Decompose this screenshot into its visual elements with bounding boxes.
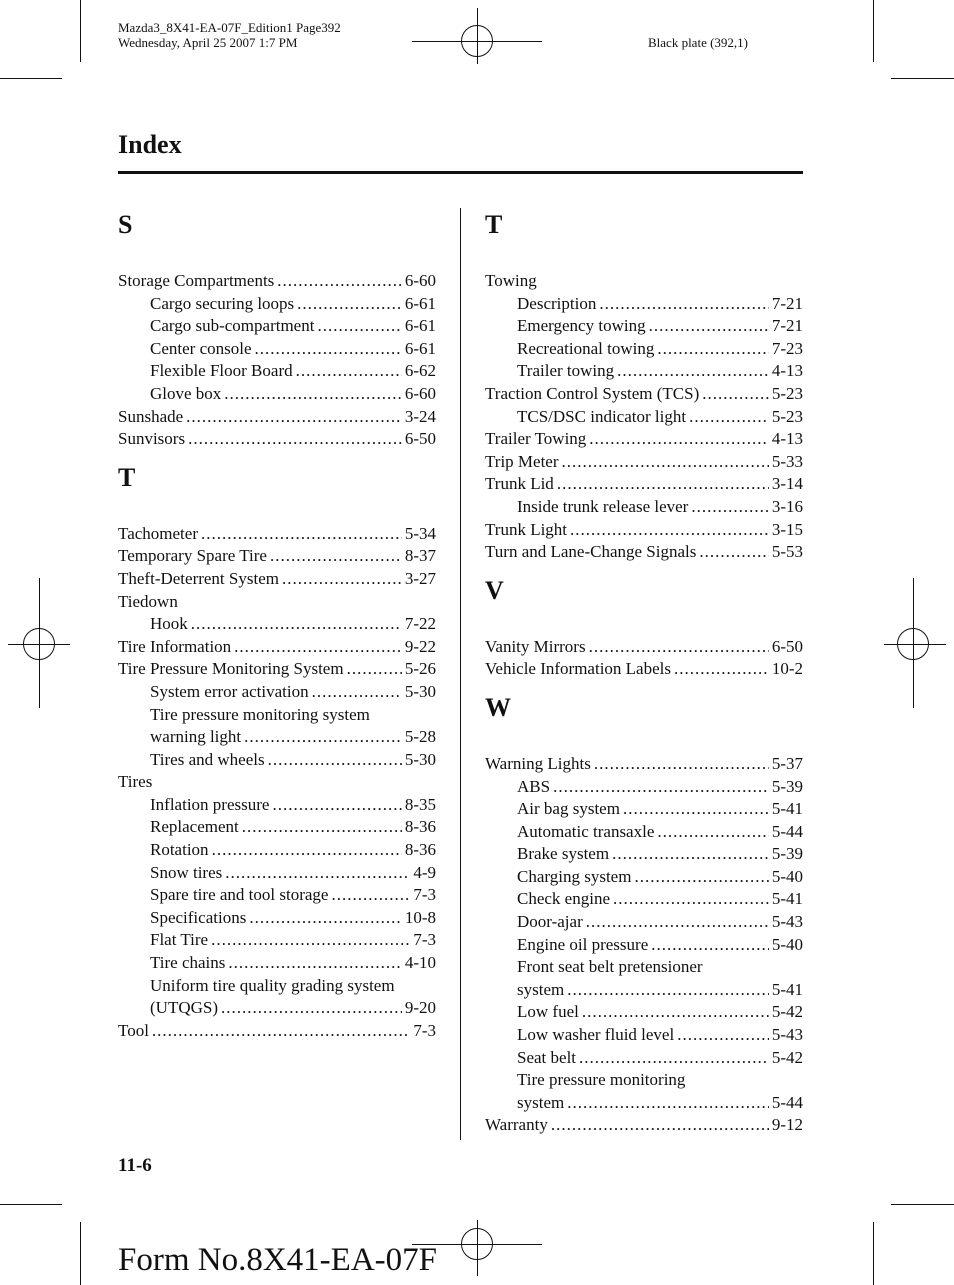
entry-page: 9-12: [771, 1115, 803, 1135]
entry-page: 9-20: [404, 998, 436, 1018]
dot-leader: [212, 839, 402, 862]
crop-mark: [873, 1222, 874, 1285]
entry-term: Rotation: [150, 840, 209, 860]
index-entry: [485, 843, 803, 866]
index-entry: [485, 541, 803, 564]
entry-page: 5-43: [771, 912, 803, 932]
entry-page: 5-40: [771, 866, 803, 886]
section-letter: T: [118, 462, 136, 492]
section-letter: S: [118, 210, 133, 239]
index-entry: [118, 613, 436, 636]
entry-term: Tool: [118, 1020, 149, 1040]
entry-term: Warranty: [485, 1115, 548, 1135]
index-entry: [118, 816, 436, 839]
index-entry: [485, 293, 803, 316]
index-entry: [118, 315, 436, 338]
entry-term: Trunk Light: [485, 519, 568, 539]
entry-term: Low fuel: [517, 1002, 579, 1022]
dot-leader: [312, 681, 402, 704]
dot-leader: [270, 545, 402, 568]
header-filename: Mazda3_8X41-EA-07F_Edition1 Page392: [118, 20, 341, 35]
index-entry: [118, 749, 436, 772]
index-section: [485, 208, 803, 564]
entry-page: 6-61: [404, 316, 436, 336]
entry-page: 5-44: [771, 1092, 803, 1112]
index-entry: [118, 997, 436, 1020]
entry-page: 4-13: [771, 361, 803, 381]
dot-leader: [691, 496, 768, 519]
entry-page: 3-27: [404, 568, 436, 588]
entry-term: System error activation: [150, 681, 309, 701]
dot-leader: [634, 866, 768, 889]
entry-page: 7-23: [771, 338, 803, 358]
index-entry: [118, 952, 436, 975]
dot-leader: [579, 1047, 769, 1070]
dot-leader: [272, 794, 401, 817]
dot-leader: [249, 907, 402, 930]
entry-page: 5-30: [404, 681, 436, 701]
dot-leader: [677, 1024, 769, 1047]
index-entry: [118, 428, 436, 451]
crop-mark: [884, 644, 946, 645]
entry-term: Flexible Floor Board: [150, 361, 293, 381]
entry-term: Door-ajar: [517, 912, 583, 932]
dot-leader: [201, 523, 402, 546]
entry-page: 9-22: [404, 636, 436, 656]
index-entry: [485, 1069, 803, 1092]
entry-page: 5-40: [771, 934, 803, 954]
entry-page: 5-39: [771, 844, 803, 864]
section-letter: W: [485, 692, 511, 722]
index-entry: [485, 911, 803, 934]
crop-mark: [39, 578, 40, 708]
entry-term: Traction Control System (TCS): [485, 383, 700, 403]
index-entry: [485, 636, 803, 659]
index-entry: [118, 383, 436, 406]
entry-term: Towing: [485, 271, 537, 290]
dot-leader: [551, 1114, 769, 1137]
entry-term: Sunvisors: [118, 429, 186, 449]
entry-term: Spare tire and tool storage: [150, 885, 329, 905]
crop-mark: [0, 78, 62, 79]
entry-term: warning light: [150, 727, 242, 747]
entry-term: Tachometer: [118, 523, 198, 543]
entry-page: 7-3: [413, 1020, 436, 1040]
entry-page: 5-33: [771, 451, 803, 471]
dot-leader: [589, 428, 769, 451]
dot-leader: [152, 1020, 410, 1043]
index-section: [118, 461, 436, 1043]
dot-leader: [612, 843, 769, 866]
entry-page: 8-37: [404, 546, 436, 566]
entry-term: Description: [517, 293, 597, 313]
entry-term: system: [517, 1092, 565, 1112]
dot-leader: [191, 613, 402, 636]
entry-page: 6-50: [404, 429, 436, 449]
dot-leader: [623, 798, 769, 821]
crop-mark: [891, 1204, 954, 1205]
index-entry: [118, 270, 436, 293]
entry-page: 8-35: [404, 794, 436, 814]
entry-term: Cargo securing loops: [150, 293, 295, 313]
dot-leader: [268, 749, 402, 772]
index-entry: [118, 704, 436, 727]
entry-page: 5-44: [771, 821, 803, 841]
dot-leader: [277, 270, 402, 293]
index-entry: [485, 519, 803, 542]
entry-page: 4-10: [404, 953, 436, 973]
index-entry: [485, 315, 803, 338]
dot-leader: [570, 519, 769, 542]
entry-term: Cargo sub-compartment: [150, 316, 315, 336]
entry-term: Warning Lights: [485, 753, 591, 773]
entry-term: Theft-Deterrent System: [118, 568, 279, 588]
entry-term: system: [517, 979, 565, 999]
crop-mark: [477, 1220, 478, 1276]
index-entry: [118, 360, 436, 383]
index-entry: [485, 451, 803, 474]
entry-term: Check engine: [517, 889, 610, 909]
entry-page: 6-61: [404, 338, 436, 358]
entry-term: Tire pressure monitoring system: [150, 704, 370, 724]
dot-leader: [282, 568, 402, 591]
entry-term: Trailer Towing: [485, 429, 587, 449]
dot-leader: [242, 816, 402, 839]
entry-term: Vehicle Information Labels: [485, 659, 671, 679]
entry-term: Temporary Spare Tire: [118, 546, 267, 566]
entry-page: 6-50: [771, 636, 803, 656]
entry-page: 3-16: [771, 496, 803, 516]
index-entry: [118, 862, 436, 885]
entry-page: 5-37: [771, 753, 803, 773]
entry-term: Trunk Lid: [485, 474, 554, 494]
entry-page: 8-36: [404, 840, 436, 860]
header-timestamp: Wednesday, April 25 2007 1:7 PM: [118, 35, 298, 50]
entry-term: Emergency towing: [517, 316, 646, 336]
crop-mark: [891, 78, 954, 79]
crop-mark: [80, 0, 81, 62]
crop-mark: [80, 1222, 81, 1285]
entry-term: Sunshade: [118, 406, 184, 426]
dot-leader: [331, 884, 410, 907]
index-section: [118, 208, 436, 451]
dot-leader: [699, 541, 768, 564]
dot-leader: [211, 929, 410, 952]
index-entry: [118, 545, 436, 568]
dot-leader: [225, 862, 410, 885]
index-entry: [485, 1114, 803, 1137]
entry-term: Automatic transaxle: [517, 821, 655, 841]
dot-leader: [589, 636, 769, 659]
entry-term: Glove box: [150, 383, 222, 403]
print-header: [118, 20, 341, 50]
index-entry: [118, 681, 436, 704]
index-entry: [118, 1020, 436, 1043]
index-entry: [118, 636, 436, 659]
dot-leader: [553, 776, 769, 799]
entry-term: Hook: [150, 614, 188, 634]
entry-term: Tire Pressure Monitoring System: [118, 659, 344, 679]
dot-leader: [188, 428, 402, 451]
entry-term: Charging system: [517, 866, 632, 886]
dot-leader: [594, 753, 769, 776]
entry-term: Low washer fluid level: [517, 1025, 675, 1045]
entry-page: 5-42: [771, 1047, 803, 1067]
dot-leader: [317, 315, 401, 338]
index-entry: [485, 496, 803, 519]
dot-leader: [221, 997, 402, 1020]
entry-term: ABS: [517, 776, 551, 796]
dot-leader: [617, 360, 769, 383]
dot-leader: [674, 658, 769, 681]
entry-term: Specifications: [150, 907, 247, 927]
entry-page: 7-3: [413, 930, 436, 950]
dot-leader: [567, 979, 769, 1002]
entry-page: 5-43: [771, 1025, 803, 1045]
index-entry: [118, 338, 436, 361]
header-plate: Black plate (392,1): [648, 35, 748, 50]
entry-page: 6-62: [404, 361, 436, 381]
dot-leader: [649, 315, 769, 338]
index-entry: [485, 979, 803, 1002]
index-entry: [118, 975, 436, 998]
entry-page: 3-15: [771, 519, 803, 539]
index-entry: [485, 866, 803, 889]
entry-page: 7-21: [771, 316, 803, 336]
entry-term: Front seat belt pretensioner: [517, 957, 703, 977]
index-entry: [485, 956, 803, 979]
entry-page: 7-21: [771, 293, 803, 313]
entry-page: 5-30: [404, 749, 436, 769]
index-entry: [485, 658, 803, 681]
index-entry: [485, 338, 803, 361]
crop-mark: [0, 1204, 62, 1205]
entry-term: TCS/DSC indicator light: [517, 406, 687, 426]
entry-page: 5-41: [771, 889, 803, 909]
index-entry: [118, 523, 436, 546]
dot-leader: [186, 406, 402, 429]
entry-term: Center console: [150, 338, 252, 358]
entry-page: 5-39: [771, 776, 803, 796]
page-number: 11-6: [118, 1155, 152, 1176]
entry-page: 5-34: [404, 523, 436, 543]
entry-page: 3-14: [771, 474, 803, 494]
entry-term: Vanity Mirrors: [485, 636, 586, 656]
entry-page: 7-22: [404, 614, 436, 634]
entry-page: 10-8: [404, 907, 436, 927]
index-entry: [118, 568, 436, 591]
index-entry: [485, 888, 803, 911]
dot-leader: [224, 383, 402, 406]
index-column-right: [485, 208, 803, 1137]
index-entry: [118, 726, 436, 749]
entry-page: 3-24: [404, 406, 436, 426]
index-entry: [485, 1001, 803, 1024]
entry-term: Inflation pressure: [150, 794, 270, 814]
entry-term: Tiedown: [118, 591, 178, 611]
dot-leader: [297, 293, 402, 316]
crop-mark: [913, 578, 914, 708]
entry-page: 5-28: [404, 727, 436, 747]
index-entry: [485, 383, 803, 406]
entry-page: 8-36: [404, 817, 436, 837]
dot-leader: [296, 360, 402, 383]
index-section: [485, 574, 803, 681]
entry-term: Air bag system: [517, 799, 620, 819]
crop-mark: [477, 8, 478, 64]
entry-term: Tire pressure monitoring: [517, 1070, 686, 1090]
index-entry: [485, 934, 803, 957]
entry-page: 5-53: [771, 542, 803, 562]
index-entry: [118, 658, 436, 681]
index-entry: [485, 798, 803, 821]
dot-leader: [557, 473, 769, 496]
index-entry: [118, 293, 436, 316]
index-entry: [485, 406, 803, 429]
entry-term: Snow tires: [150, 862, 223, 882]
entry-term: Replacement: [150, 817, 239, 837]
index-entry: [118, 591, 436, 614]
dot-leader: [562, 451, 769, 474]
entry-page: 5-23: [771, 383, 803, 403]
index-entry: [118, 794, 436, 817]
entry-term: Flat Tire: [150, 930, 209, 950]
index-entry: [118, 884, 436, 907]
index-entry: [485, 428, 803, 451]
entry-page: 7-3: [413, 885, 436, 905]
dot-leader: [582, 1001, 769, 1024]
entry-page: 6-60: [404, 383, 436, 403]
index-entry: [118, 771, 436, 794]
dot-leader: [347, 658, 402, 681]
dot-leader: [657, 821, 768, 844]
index-entry: [485, 1047, 803, 1070]
entry-term: Engine oil pressure: [517, 934, 649, 954]
page-title: Index: [118, 130, 182, 159]
entry-page: 5-23: [771, 406, 803, 426]
entry-term: Trailer towing: [517, 361, 615, 381]
entry-page: 6-60: [404, 271, 436, 290]
entry-term: Recreational towing: [517, 338, 655, 358]
entry-term: Seat belt: [517, 1047, 577, 1067]
section-letter: T: [485, 210, 503, 239]
index-column-left: [118, 208, 436, 1042]
index-section: [485, 691, 803, 1137]
index-entry: [485, 360, 803, 383]
index-entry: [485, 1024, 803, 1047]
entry-term: Tire Information: [118, 636, 232, 656]
entry-term: Turn and Lane-Change Signals: [485, 542, 697, 562]
entry-page: 5-41: [771, 979, 803, 999]
entry-term: Tires: [118, 772, 153, 792]
dot-leader: [244, 726, 402, 749]
entry-page: 4-9: [413, 862, 436, 882]
entry-page: 6-61: [404, 293, 436, 313]
index-entry: [485, 776, 803, 799]
dot-leader: [599, 293, 769, 316]
entry-term: Brake system: [517, 844, 610, 864]
index-entry: [485, 473, 803, 496]
dot-leader: [613, 888, 769, 911]
entry-page: 5-26: [404, 659, 436, 679]
entry-term: Trip Meter: [485, 451, 559, 471]
entry-term: Inside trunk release lever: [517, 496, 689, 516]
dot-leader: [689, 406, 769, 429]
dot-leader: [702, 383, 769, 406]
dot-leader: [657, 338, 768, 361]
index-entry: [485, 821, 803, 844]
dot-leader: [567, 1092, 769, 1115]
entry-page: 5-42: [771, 1002, 803, 1022]
index-entry: [118, 839, 436, 862]
dot-leader: [651, 934, 769, 957]
entry-term: Storage Compartments: [118, 271, 275, 290]
entry-page: 10-2: [771, 659, 803, 679]
column-divider: [460, 208, 461, 1140]
dot-leader: [234, 636, 402, 659]
index-entry: [485, 753, 803, 776]
entry-term: (UTQGS): [150, 998, 218, 1018]
crop-mark: [873, 0, 874, 62]
entry-page: 4-13: [771, 429, 803, 449]
index-entry: [118, 406, 436, 429]
index-entry: [118, 907, 436, 930]
dot-leader: [255, 338, 402, 361]
entry-term: Uniform tire quality grading system: [150, 975, 395, 995]
entry-term: Tires and wheels: [150, 749, 265, 769]
title-rule: [118, 171, 803, 174]
form-number: Form No.8X41-EA-07F: [118, 1242, 437, 1278]
index-entry: [485, 270, 803, 293]
index-entry: [485, 1092, 803, 1115]
dot-leader: [586, 911, 769, 934]
entry-page: 5-41: [771, 799, 803, 819]
dot-leader: [228, 952, 401, 975]
entry-term: Tire chains: [150, 953, 226, 973]
section-letter: V: [485, 575, 504, 605]
index-entry: [118, 929, 436, 952]
